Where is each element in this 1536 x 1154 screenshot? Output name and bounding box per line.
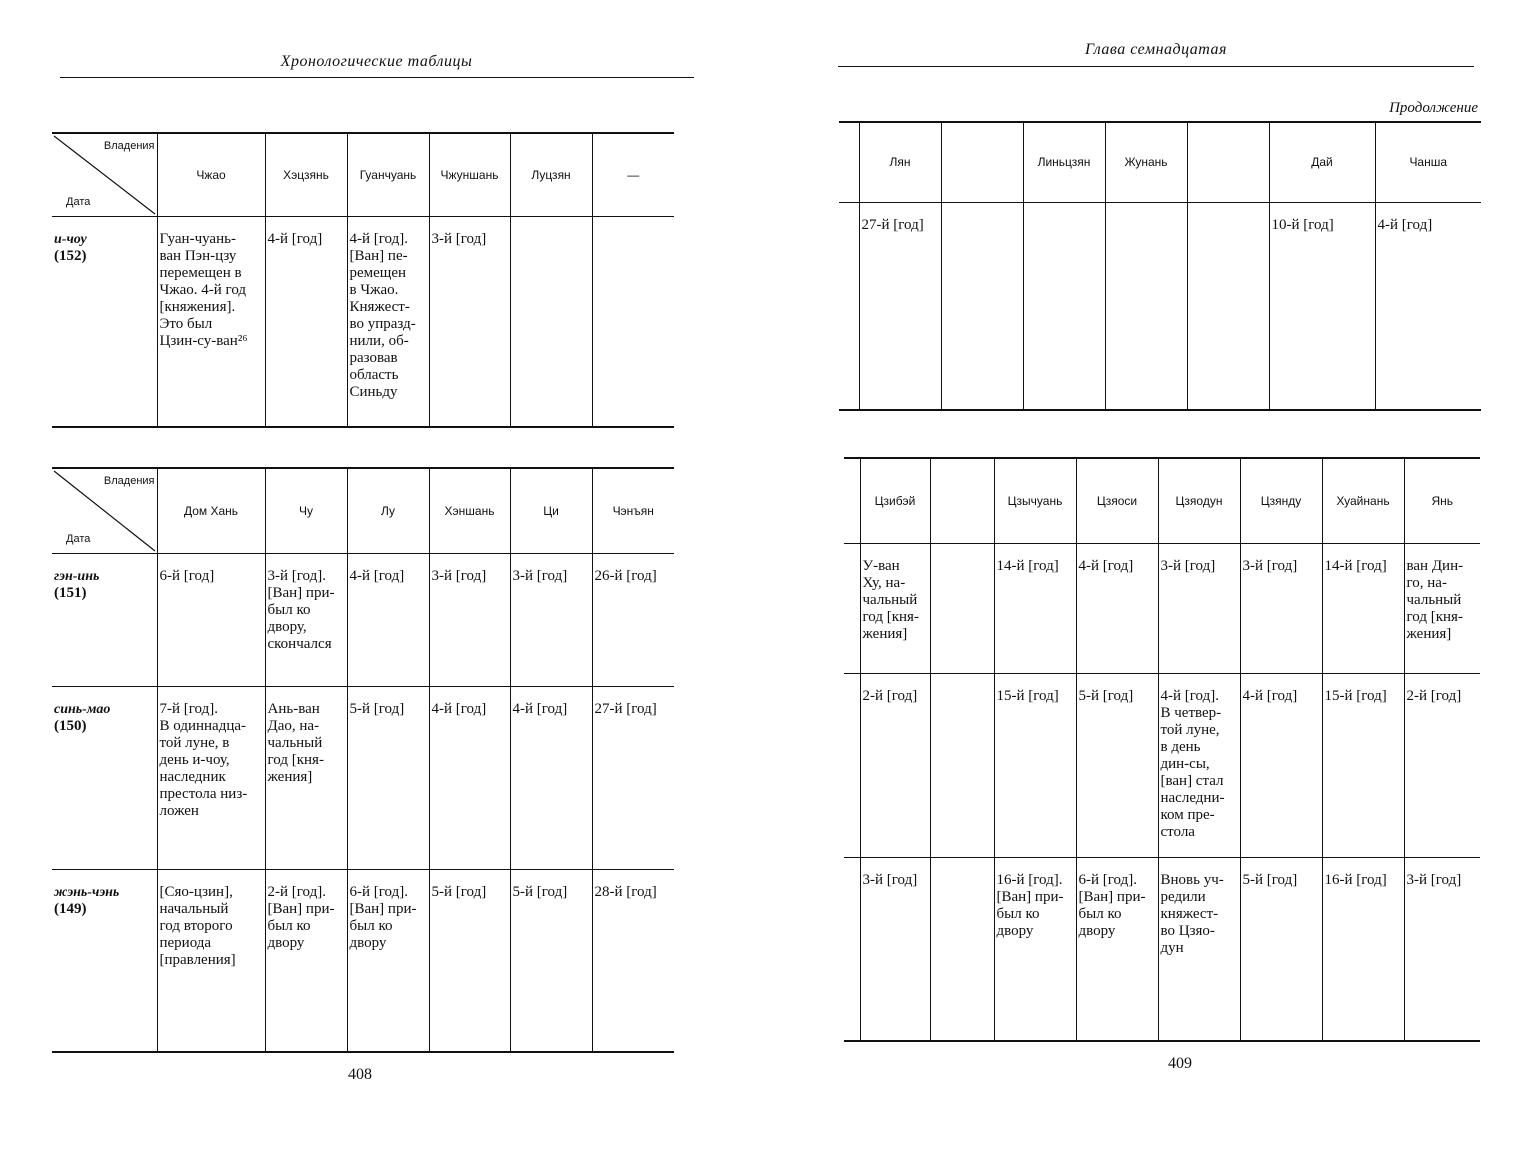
cyclical-date: и-чоу xyxy=(54,232,87,247)
table-row xyxy=(52,870,674,1052)
table-cell xyxy=(157,870,265,1052)
cell-text: 27-й [год] xyxy=(861,216,924,233)
table-cell xyxy=(592,870,674,1052)
running-head-left: Хронологические таблицы xyxy=(280,53,473,70)
table-cell xyxy=(941,202,1023,410)
column-header: Лу xyxy=(347,468,429,554)
table-cell xyxy=(429,554,510,687)
cell-text: 5-й [год] xyxy=(1078,687,1134,704)
column-header: Цзянду xyxy=(1240,458,1322,543)
cell-text: 15-й [год] xyxy=(1324,687,1387,704)
table-cell xyxy=(860,673,930,857)
cell-text: 3-й [год]. [Ван] при- был ко двору, скончался xyxy=(267,568,335,652)
table-cell xyxy=(1187,202,1269,410)
cell-text: 16-й [год] xyxy=(1324,871,1387,888)
cell-text: 3-й [год] xyxy=(512,568,568,584)
page-number-right: 409 xyxy=(1168,1055,1192,1072)
left-table-1 xyxy=(52,132,674,428)
column-header xyxy=(930,458,994,543)
table-cell xyxy=(859,202,941,410)
column-header: Цзяодун xyxy=(1158,458,1240,543)
cell-text: 4-й [год]. В четвер- той луне, в день дин-сы, [ван] стал наследни- ком пре- стола xyxy=(1160,687,1225,840)
column-header: Хэцзянь xyxy=(265,133,347,217)
table-cell xyxy=(510,554,592,687)
corner-label-date: Дата xyxy=(66,196,91,208)
table-cell xyxy=(930,543,994,673)
table-cell xyxy=(1404,543,1480,673)
cell-text: 5-й [год] xyxy=(1242,871,1298,888)
table-cell xyxy=(510,687,592,870)
cell-text: 3-й [год] xyxy=(431,568,487,584)
column-header: Чу xyxy=(265,468,347,554)
table-cell xyxy=(1404,857,1480,1041)
table-cell xyxy=(1105,202,1187,410)
table-cell xyxy=(1158,857,1240,1041)
cell-text: 4-й [год] xyxy=(349,568,405,584)
column-header xyxy=(941,122,1023,202)
table-cell xyxy=(592,554,674,687)
cell-text: 3-й [год] xyxy=(1242,557,1298,574)
cell-text: 6-й [год]. [Ван] при- был ко двору xyxy=(349,884,417,951)
table-cell xyxy=(265,554,347,687)
column-header: Янь xyxy=(1404,458,1480,543)
column-header: Луцзян xyxy=(510,133,592,217)
cell-text: 5-й [год] xyxy=(431,884,487,900)
cell-text: У-ван Ху, на- чальный год [кня- жения] xyxy=(862,557,919,642)
date-cell xyxy=(844,857,860,1041)
table-cell xyxy=(1375,202,1481,410)
head-rule-right xyxy=(838,66,1474,67)
column-header: Гуанчуань xyxy=(347,133,429,217)
table-cell xyxy=(1158,543,1240,673)
table-cell xyxy=(930,857,994,1041)
corner-label-holdings: Владения xyxy=(103,475,155,487)
cell-text: 6-й [год] xyxy=(159,568,215,584)
table-row xyxy=(52,554,674,687)
column-header: Цзычуань xyxy=(994,458,1076,543)
cell-text: 4-й [год] xyxy=(1078,557,1134,574)
table-cell xyxy=(1322,543,1404,673)
table-cell xyxy=(860,543,930,673)
continuation-label: Продолжение xyxy=(1389,100,1478,116)
cell-text: 28-й [год] xyxy=(594,884,657,900)
table-cell xyxy=(1240,857,1322,1041)
column-header: Хуайнань xyxy=(1322,458,1404,543)
cell-text: 7-й [год]. В одиннадца- той луне, в день и-чоу, наследник престола низ- ложен xyxy=(159,701,248,819)
cell-text: [Сяо-цзин], начальный год второго периода [правления] xyxy=(159,884,236,968)
cell-text: ван Дин- го, на- чальный год [кня- жения] xyxy=(1406,557,1464,642)
table-cell xyxy=(1269,202,1375,410)
table-cell xyxy=(157,687,265,870)
table-cell xyxy=(429,687,510,870)
date-cell xyxy=(52,687,157,870)
column-header: Жунань xyxy=(1105,122,1187,202)
table-cell xyxy=(1240,543,1322,673)
cell-text: 27-й [год] xyxy=(594,701,657,717)
blank-header xyxy=(839,122,859,202)
table-row xyxy=(52,217,674,427)
blank-header xyxy=(844,458,860,543)
right-table-1 xyxy=(839,121,1481,411)
table-cell xyxy=(592,687,674,870)
cyclical-date: синь-мао xyxy=(54,702,111,717)
table-row xyxy=(844,857,1480,1041)
right-table-2 xyxy=(844,457,1480,1042)
date-cell xyxy=(52,217,157,427)
running-head-right: Глава семнадцатая xyxy=(1085,41,1227,58)
head-rule-left xyxy=(60,77,694,78)
column-header: Хэншань xyxy=(429,468,510,554)
cell-text: Вновь уч- редили княжест- во Цзяо- дун xyxy=(1160,871,1224,956)
table-cell xyxy=(510,870,592,1052)
page-number-left: 408 xyxy=(348,1066,372,1083)
table-cell xyxy=(347,870,429,1052)
table-cell xyxy=(1404,673,1480,857)
table-cell xyxy=(860,857,930,1041)
column-header: Цзяоси xyxy=(1076,458,1158,543)
table-cell xyxy=(1076,857,1158,1041)
year-bce: (150) xyxy=(54,718,87,734)
table-cell xyxy=(1076,543,1158,673)
year-bce: (152) xyxy=(54,248,87,264)
cell-text: 2-й [год]. [Ван] при- был ко двору xyxy=(267,884,335,951)
column-header: Чжао xyxy=(157,133,265,217)
cell-text: 4-й [год] xyxy=(512,701,568,717)
table-cell xyxy=(429,217,510,427)
table-cell xyxy=(592,217,674,427)
right-page xyxy=(768,0,1536,1154)
cell-text: 10-й [год] xyxy=(1271,216,1334,233)
column-header: Лян xyxy=(859,122,941,202)
column-header: Чжуншань xyxy=(429,133,510,217)
table-cell xyxy=(1322,673,1404,857)
cell-text: 3-й [год] xyxy=(1160,557,1216,574)
cyclical-date: гэн-инь xyxy=(54,569,100,584)
table-row xyxy=(844,673,1480,857)
table-cell xyxy=(930,673,994,857)
table-cell xyxy=(347,687,429,870)
table-cell xyxy=(157,217,265,427)
column-header xyxy=(1187,122,1269,202)
table-cell xyxy=(1158,673,1240,857)
left-table-2 xyxy=(52,467,674,1053)
cell-text: 4-й [год] xyxy=(1377,216,1433,233)
table-cell xyxy=(429,870,510,1052)
column-header: Ци xyxy=(510,468,592,554)
cell-text: 3-й [год] xyxy=(862,871,918,888)
cell-text: 26-й [год] xyxy=(594,568,657,584)
column-header: Дом Хань xyxy=(157,468,265,554)
cell-text: 5-й [год] xyxy=(349,701,405,717)
cell-text: Гуан-чуань- ван Пэн-цзу перемещен в Чжао. 4-й год [княжения]. Это был Цзин-су-ван²⁶ xyxy=(159,231,248,349)
cell-text: 6-й [год]. [Ван] при- был ко двору xyxy=(1078,871,1146,939)
table-cell xyxy=(157,554,265,687)
table-cell xyxy=(1322,857,1404,1041)
table-cell xyxy=(1076,673,1158,857)
cell-text: 16-й [год]. [Ван] при- был ко двору xyxy=(996,871,1064,939)
table-cell xyxy=(1240,673,1322,857)
cell-text: 3-й [год] xyxy=(431,231,487,247)
cell-text: 4-й [год] xyxy=(1242,687,1298,704)
year-bce: (151) xyxy=(54,585,87,601)
cell-text: Ань-ван Дао, на- чальный год [кня- жения] xyxy=(267,701,324,785)
column-header: Чэнъян xyxy=(592,468,674,554)
table-cell xyxy=(994,673,1076,857)
table-row xyxy=(839,202,1481,410)
cell-text: 2-й [год] xyxy=(1406,687,1462,704)
cell-text: 2-й [год] xyxy=(862,687,918,704)
column-header: Линьцзян xyxy=(1023,122,1105,202)
table-cell xyxy=(994,857,1076,1041)
date-cell xyxy=(52,554,157,687)
cell-text: 14-й [год] xyxy=(996,557,1059,574)
table-cell xyxy=(510,217,592,427)
cell-text: 5-й [год] xyxy=(512,884,568,900)
table-row xyxy=(52,687,674,870)
table-cell xyxy=(265,687,347,870)
column-header: Чанша xyxy=(1375,122,1481,202)
table-cell xyxy=(265,217,347,427)
corner-label-date: Дата xyxy=(66,533,91,545)
date-cell xyxy=(52,870,157,1052)
date-cell xyxy=(844,673,860,857)
column-header: Дай xyxy=(1269,122,1375,202)
table-cell xyxy=(265,870,347,1052)
corner-header xyxy=(52,468,157,554)
date-cell xyxy=(844,543,860,673)
cyclical-date: жэнь-чэнь xyxy=(54,885,120,900)
year-bce: (149) xyxy=(54,901,87,917)
cell-text: 4-й [год]. [Ван] пе- ремещен в Чжао. Княжест- во упразд- нили, об- разовав область Синьду xyxy=(349,231,416,400)
cell-text: 15-й [год] xyxy=(996,687,1059,704)
cell-text: 3-й [год] xyxy=(1406,871,1462,888)
corner-label-holdings: Владения xyxy=(103,140,155,152)
table-row xyxy=(844,543,1480,673)
table-cell xyxy=(1023,202,1105,410)
table-cell xyxy=(347,217,429,427)
date-cell xyxy=(839,202,859,410)
column-header: Цзибэй xyxy=(860,458,930,543)
column-header: — xyxy=(592,133,674,217)
table-cell xyxy=(994,543,1076,673)
table-cell xyxy=(347,554,429,687)
cell-text: 14-й [год] xyxy=(1324,557,1387,574)
cell-text: 4-й [год] xyxy=(431,701,487,717)
corner-header xyxy=(52,133,157,217)
cell-text: 4-й [год] xyxy=(267,231,323,247)
